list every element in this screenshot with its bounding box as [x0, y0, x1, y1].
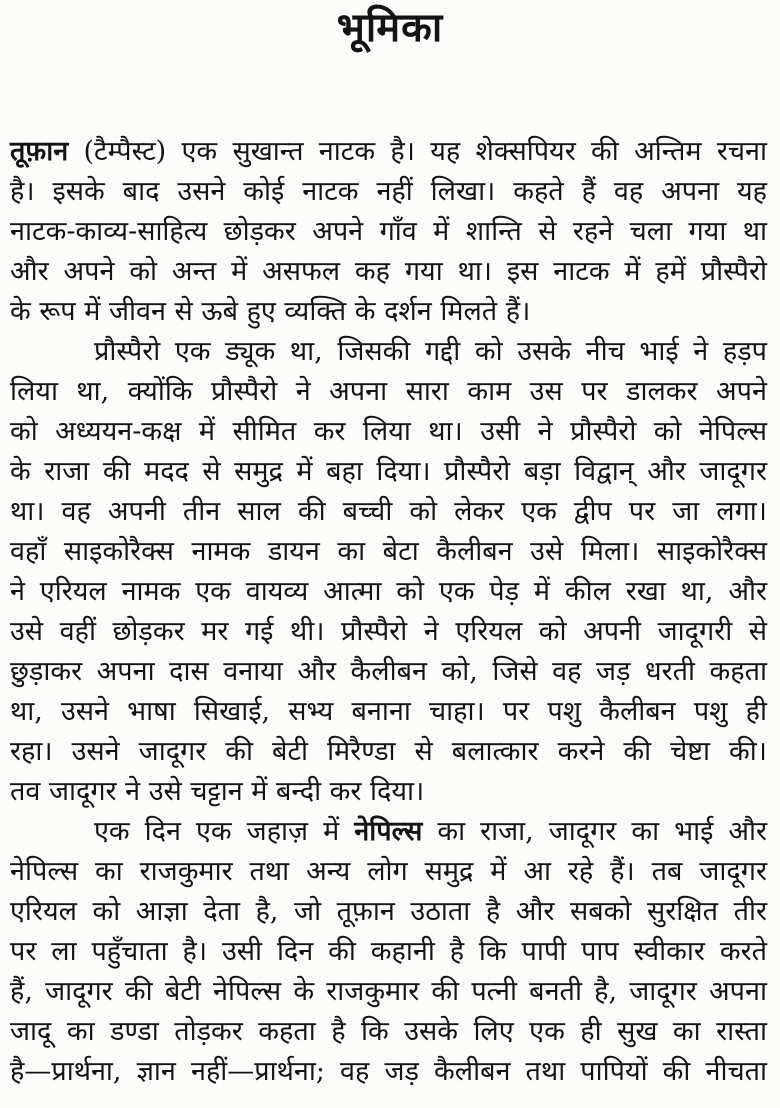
line-text: एक दिन एक जहाज़ में: [94, 816, 355, 847]
text-line: उसे वहीं छोड़कर मर गई थी। प्रौस्पैरो ने एरियल को अपनी जादूगरी से: [10, 616, 767, 647]
text-line: छुड़ाकर अपना दास वनाया और कैलीबन को, जिसे वह जड़ धरती कहता: [10, 656, 767, 687]
page-body: [10, 132, 767, 1092]
text-line: के राजा की मदद से समुद्र में बहा दिया। प्रौस्पैरो बड़ा विद्वान् और जादूगर: [10, 456, 767, 487]
text-line: ने एरियल नामक एक वायव्य आत्मा को एक पेड़ में कील रखा था, और: [10, 576, 767, 607]
text-line: नेपिल्स का राजकुमार तथा अन्य लोग समुद्र में आ रहे हैं। तब जादूगर: [10, 856, 767, 887]
text-line: नाटक-काव्य-साहित्य छोड़कर अपने गाँव में शान्ति से रहने चला गया था: [10, 216, 767, 247]
page-title: भूमिका: [336, 4, 444, 51]
text-line: प्रौस्पैरो एक ड्यूक था, जिसकी गद्दी को उसके नीच भाई ने हड़प: [94, 336, 767, 367]
text-line: एरियल को आज्ञा देता है, जो तूफ़ान उठाता है और सबको सुरक्षित तीर: [10, 896, 767, 927]
text-line: है। इसके बाद उसने कोई नाटक नहीं लिखा। कहते हैं वह अपना यह: [10, 176, 767, 207]
emphasized-word: तूफ़ान: [10, 136, 69, 167]
text-line: [10, 132, 767, 172]
text-line: को अध्ययन-कक्ष में सीमित कर लिया था। उसी ने प्रौस्पैरो को नेपिल्स: [10, 416, 767, 447]
text-line: वहाँ साइकोरैक्स नामक डायन का बेटा कैलीबन उसे मिला। साइकोरैक्स: [10, 536, 767, 567]
text-line: पर ला पहुँचाता है। उसी दिन की कहानी है कि पापी पाप स्वीकार करते: [10, 936, 767, 967]
text-line: तव जादूगर ने उसे चट्टान में बन्दी कर दिया।: [10, 776, 425, 807]
text-line: लिया था, क्योंकि प्रौस्पैरो ने अपना सारा काम उस पर डालकर अपने: [10, 376, 767, 407]
text-line: जादू का डण्डा तोड़कर कहता है कि उसके लिए एक ही सुख का रास्ता: [10, 1016, 767, 1047]
text-line: रहा। उसने जादूगर की बेटी मिरैण्डा से बलात्कार करने की चेष्टा की।: [10, 736, 767, 767]
text-line: है—प्रार्थना, ज्ञान नहीं—प्रार्थना; वह जड़ कैलीबन तथा पापियों की नीचता: [10, 1056, 767, 1087]
emphasized-word: नेपिल्स: [354, 816, 423, 847]
line-text: (टैम्पैस्ट) एक सुखान्त नाटक है। यह शेक्सपियर की अन्तिम रचना: [68, 136, 767, 167]
text-line: और अपने को अन्त में असफल कह गया था। इस नाटक में हमें प्रौस्पैरो: [10, 256, 767, 287]
text-line: था, उसने भाषा सिखाई, सभ्य बनाना चाहा। पर पशु कैलीबन पशु ही: [10, 696, 767, 727]
text-line: [10, 812, 767, 852]
text-line: के रूप में जीवन से ऊबे हुए व्यक्ति के दर्शन मिलते हैं।: [10, 296, 531, 327]
text-line: हैं, जादूगर की बेटी नेपिल्स के राजकुमार की पत्नी बनती है, जादूगर अपना: [10, 976, 767, 1007]
line-text: का राजा, जादूगर का भाई और: [422, 816, 767, 847]
text-line: था। वह अपनी तीन साल की बच्ची को लेकर एक द्वीप पर जा लगा।: [10, 496, 767, 527]
